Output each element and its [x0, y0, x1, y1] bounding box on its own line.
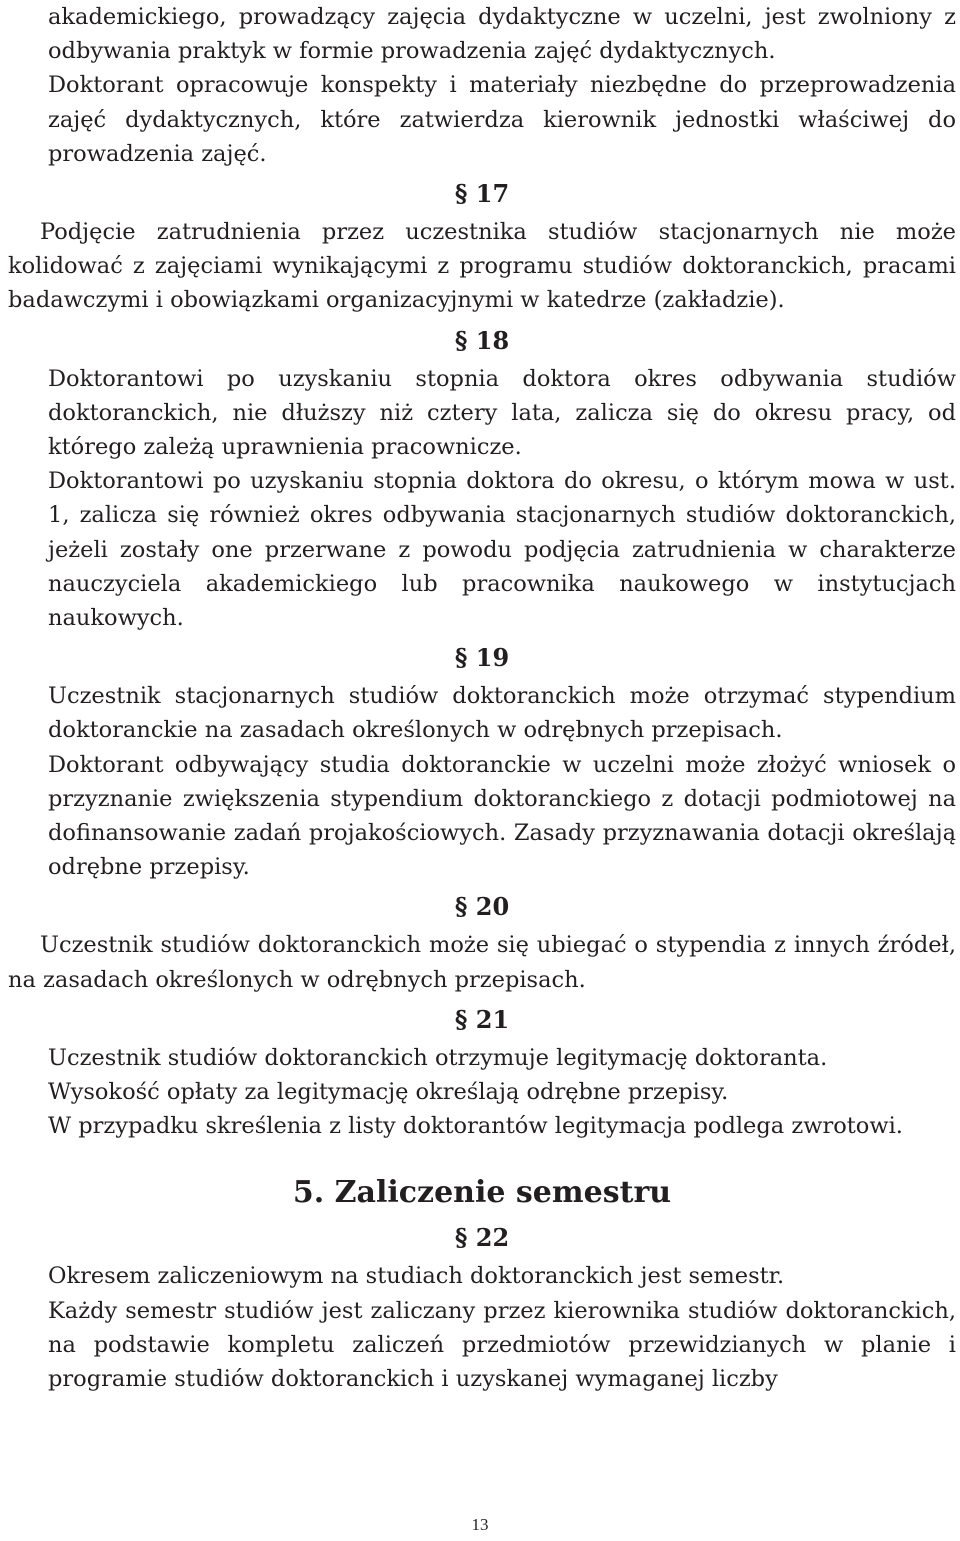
- section-heading-20: § 20: [454, 892, 510, 922]
- list-item: [8, 464, 956, 635]
- item-text: Doktorantowi po uzyskaniu stopnia doktora okres odbywania studiów doktoranckich, nie dłuższy niż cztery lata, zalicza się do okresu pracy, od którego zależą uprawnienia pracownicze.: [48, 365, 956, 461]
- item-text: Doktorantowi po uzyskaniu stopnia doktora do okresu, o którym mowa w ust. 1, zalicza się również okres odbywania stacjonarnych studiów doktoranckich, jeżeli zostały one przerwane z powodu podjęcia zatrudnienia w charakterze nauczyciela akademickiego lub pracownika naukowego w instytucjach naukowych.: [48, 468, 956, 632]
- section-heading-17: § 17: [454, 179, 510, 209]
- section-heading-21: § 21: [454, 1004, 510, 1034]
- continuation-text: akademickiego, prowadzący zajęcia dydaktyczne w uczelni, jest zwolniony z odbywania praktyk w formie prowadzenia zajęć dydaktycznych.: [48, 4, 956, 65]
- item-text: Wysokość opłaty za legitymację określają odrębne przepisy.: [48, 1079, 729, 1106]
- item-text: Uczestnik stacjonarnych studiów doktoranckich może otrzymać stypendium doktoranckie na zasadach określonych w odrębnych przepisach.: [48, 683, 956, 744]
- item-text: Uczestnik studiów doktoranckich otrzymuje legitymację doktoranta.: [48, 1044, 828, 1071]
- item-text: Okresem zaliczeniowym na studiach doktoranckich jest semestr.: [48, 1263, 785, 1290]
- list-item: [8, 1259, 956, 1293]
- list-item: [8, 1041, 956, 1075]
- page-content: [8, 0, 956, 1396]
- section-heading-19: § 19: [454, 643, 510, 673]
- item-text: W przypadku skreślenia z listy doktorantów legitymacja podlega zwrotowi.: [48, 1113, 903, 1140]
- list-item: [8, 1109, 956, 1143]
- section-heading-18: § 18: [454, 325, 510, 355]
- list-item: [8, 1075, 956, 1109]
- section-20-text: Uczestnik studiów doktoranckich może się ubiegać o stypendia z innych źródeł, na zasadach określonych w odrębnych przepisach.: [8, 932, 956, 993]
- item-text: Doktorant opracowuje konspekty i materiały niezbędne do przeprowadzenia zajęć dydaktycznych, które zatwierdza kierownik jednostki właściwej do prowadzenia zajęć.: [48, 72, 956, 167]
- page-number: 13: [471, 1515, 489, 1534]
- section-17-text: Podjęcie zatrudnienia przez uczestnika studiów stacjonarnych nie może kolidować z zajęciami wynikającymi z programu studiów doktoranckich, pracami badawczymi i obowiązkami organizacyjnymi w katedrze (zakładzie).: [8, 219, 956, 314]
- list-item: [8, 748, 956, 885]
- list-item: [8, 362, 956, 465]
- list-item: [8, 1294, 956, 1397]
- list-item: [8, 679, 956, 747]
- section-heading-22: § 22: [454, 1223, 510, 1253]
- list-item: [8, 68, 956, 171]
- chapter-title: 5. Zaliczenie semestru: [292, 1175, 672, 1211]
- item-text: Doktorant odbywający studia doktoranckie w uczelni może złożyć wniosek o przyznanie zwiększenia stypendium doktoranckiego z dotacji podmiotowej na dofinansowanie zadań projakościowych. Zasady przyznawania dotacji określają odrębne przepisy.: [48, 751, 956, 881]
- item-text: Każdy semestr studiów jest zaliczany przez kierownika studiów doktoranckich, na podstawie kompletu zaliczeń przedmiotów przewidzianych w planie i programie studiów doktoranckich i uzyskanej wymaganej liczby: [48, 1297, 956, 1393]
